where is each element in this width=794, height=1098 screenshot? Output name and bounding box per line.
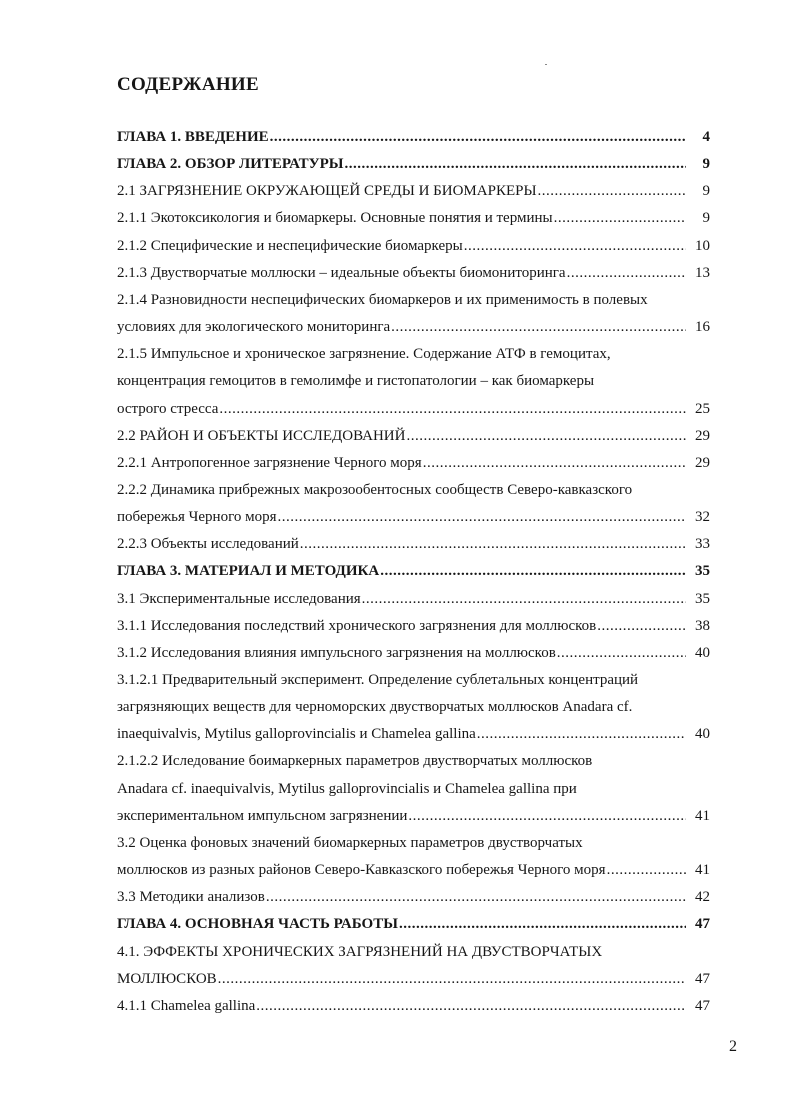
toc-entry[interactable]: [117, 397, 710, 421]
toc-entry-page: 40: [695, 726, 710, 742]
toc-entry[interactable]: [117, 722, 710, 746]
dot-leader: [218, 967, 686, 991]
toc-entry-page: 33: [695, 536, 710, 552]
toc-entry-line: 4.1. ЭФФЕКТЫ ХРОНИЧЕСКИХ ЗАГРЯЗНЕНИЙ НА ДВУСТВОРЧАТЫХ: [117, 944, 603, 960]
toc-entry-title: 3.1.2 Исследования влияния импульсного загрязнения на моллюсков: [117, 645, 556, 661]
page-number: 2: [729, 1038, 737, 1055]
toc-entry-page: 41: [695, 808, 710, 824]
toc-entry-line: загрязняющих веществ для черноморских двустворчатых моллюсков Anadara cf.: [117, 699, 633, 715]
toc-entry-line: 3.1.2.1 Предварительный эксперимент. Определение сублетальных концентраций: [117, 672, 639, 688]
toc-entry[interactable]: [117, 559, 710, 583]
toc-entry-line: 2.1.5 Импульсное и хроническое загрязнение. Содержание АТФ в гемоцитах,: [117, 346, 611, 362]
dot-leader: [391, 315, 686, 339]
toc-entry[interactable]: [117, 315, 710, 339]
dot-leader: [557, 641, 686, 665]
toc-entry-title: 2.2.3 Объекты исследований: [117, 536, 299, 552]
toc-entry-title: 2.1.2 Специфические и неспецифические биомаркеры: [117, 238, 463, 254]
toc-entry-page: 47: [695, 916, 710, 932]
toc-entry[interactable]: [117, 858, 710, 882]
toc-entry[interactable]: [117, 505, 710, 529]
toc-entry-page: 13: [695, 265, 710, 281]
dot-leader: [406, 424, 686, 448]
dot-leader: [597, 614, 686, 638]
toc-entry-page: 38: [695, 618, 710, 634]
dot-leader: [464, 234, 686, 258]
toc-entry-page: 32: [695, 509, 710, 525]
toc-entry-title: 3.3 Методики анализов: [117, 889, 265, 905]
toc-entry-page: 29: [695, 428, 710, 444]
dot-leader: [380, 559, 686, 583]
toc-entry-title: условиях для экологического мониторинга: [117, 319, 391, 335]
toc-entry-title: ГЛАВА 4. ОСНОВНАЯ ЧАСТЬ РАБОТЫ: [117, 916, 398, 932]
toc-entry-page: 4: [702, 129, 710, 145]
toc-entry[interactable]: [117, 206, 710, 230]
toc-entry-title: моллюсков из разных районов Северо-Кавказского побережья Черного моря: [117, 862, 606, 878]
toc-entry-page: 41: [695, 862, 710, 878]
toc-entry-title: ГЛАВА 1. ВВЕДЕНИЕ: [117, 129, 269, 145]
toc-entry[interactable]: [117, 261, 710, 285]
toc-entry[interactable]: [117, 424, 710, 448]
toc-entry-title: 3.1 Экспериментальные исследования: [117, 591, 361, 607]
toc-entry-page: 9: [702, 156, 710, 172]
dot-leader: [300, 532, 686, 556]
toc-entry-title: 3.1.1 Исследования последствий хронического загрязнения для моллюсков: [117, 618, 597, 634]
toc-entry-page: 25: [695, 401, 710, 417]
dot-leader: [423, 451, 686, 475]
dot-leader: [538, 179, 686, 203]
toc-entry[interactable]: [117, 641, 710, 665]
toc-entry-page: 10: [695, 238, 710, 254]
dot-leader: [256, 994, 686, 1018]
toc-entry-title: 2.1.3 Двустворчатые моллюски – идеальные объекты биомониторинга: [117, 265, 566, 281]
toc-entry-line: концентрация гемоцитов в гемолимфе и гистопатологии – как биомаркеры: [117, 373, 595, 389]
dot-leader: [345, 152, 686, 176]
toc-entry-line: 2.2.2 Динамика прибрежных макрозообентосных сообществ Северо-кавказского: [117, 482, 633, 498]
toc-entry[interactable]: [117, 152, 710, 176]
scan-speck: [545, 64, 547, 65]
toc-entry-page: 35: [695, 563, 710, 579]
dot-leader: [219, 397, 686, 421]
toc-entry-title: 2.2.1 Антропогенное загрязнение Черного моря: [117, 455, 422, 471]
toc-entry-page: 16: [695, 319, 710, 335]
toc-entry-page: 47: [695, 971, 710, 987]
toc-entry[interactable]: [117, 967, 710, 991]
toc-entry-line: 2.1.2.2 Иследование боимаркерных параметров двустворчатых моллюсков: [117, 753, 593, 769]
toc-entry[interactable]: [117, 804, 710, 828]
dot-leader: [266, 885, 686, 909]
toc-entry-page: 9: [702, 183, 710, 199]
toc-entry[interactable]: [117, 125, 710, 149]
toc-entry-title: 2.2 РАЙОН И ОБЪЕКТЫ ИССЛЕДОВАНИЙ: [117, 428, 406, 444]
toc-entry-title: 2.1 ЗАГРЯЗНЕНИЕ ОКРУЖАЮЩЕЙ СРЕДЫ И БИОМАРКЕРЫ: [117, 183, 537, 199]
toc-entry-title: МОЛЛЮСКОВ: [117, 971, 217, 987]
toc-entry[interactable]: [117, 234, 710, 258]
toc-entry[interactable]: [117, 532, 710, 556]
toc-entry-line: 3.2 Оценка фоновых значений биомаркерных параметров двустворчатых: [117, 835, 583, 851]
toc-entry-line: Anadara cf. inaequivalvis, Mytilus galloprovincialis и Chamelea gallina при: [117, 781, 577, 797]
dot-leader: [399, 912, 686, 936]
toc-entry[interactable]: [117, 885, 710, 909]
toc-entry-title: inaequivalvis, Mytilus galloprovincialis и Chamelea gallina: [117, 726, 476, 742]
page-title: СОДЕРЖАНИЕ: [117, 74, 259, 95]
toc-entry-page: 29: [695, 455, 710, 471]
toc-entry-title: 4.1.1 Chamelea gallina: [117, 998, 256, 1014]
dot-leader: [607, 858, 686, 882]
toc-entry-page: 42: [695, 889, 710, 905]
toc-entry[interactable]: [117, 587, 710, 611]
dot-leader: [408, 804, 686, 828]
toc-entry-title: побережья Черного моря: [117, 509, 277, 525]
toc-entry-page: 9: [702, 210, 710, 226]
toc-entry[interactable]: [117, 994, 710, 1018]
toc-entry-line: 2.1.4 Разновидности неспецифических биомаркеров и их применимость в полевых: [117, 292, 648, 308]
toc-entry-title: острого стресса: [117, 401, 219, 417]
toc-entry-title: экспериментальном импульсном загрязнении: [117, 808, 408, 824]
toc-entry[interactable]: [117, 451, 710, 475]
dot-leader: [567, 261, 686, 285]
toc-entry[interactable]: [117, 179, 710, 203]
dot-leader: [477, 722, 686, 746]
toc-entry-title: ГЛАВА 2. ОБЗОР ЛИТЕРАТУРЫ: [117, 156, 344, 172]
toc-entry[interactable]: [117, 912, 710, 936]
dot-leader: [278, 505, 687, 529]
dot-leader: [362, 587, 686, 611]
toc-entry-title: ГЛАВА 3. МАТЕРИАЛ И МЕТОДИКА: [117, 563, 380, 579]
dot-leader: [554, 206, 686, 230]
dot-leader: [270, 125, 686, 149]
toc-entry-title: 2.1.1 Экотоксикология и биомаркеры. Основные понятия и термины: [117, 210, 553, 226]
toc-entry-page: 35: [695, 591, 710, 607]
toc-entry-page: 40: [695, 645, 710, 661]
toc-entry-page: 47: [695, 998, 710, 1014]
toc-entry[interactable]: [117, 614, 710, 638]
